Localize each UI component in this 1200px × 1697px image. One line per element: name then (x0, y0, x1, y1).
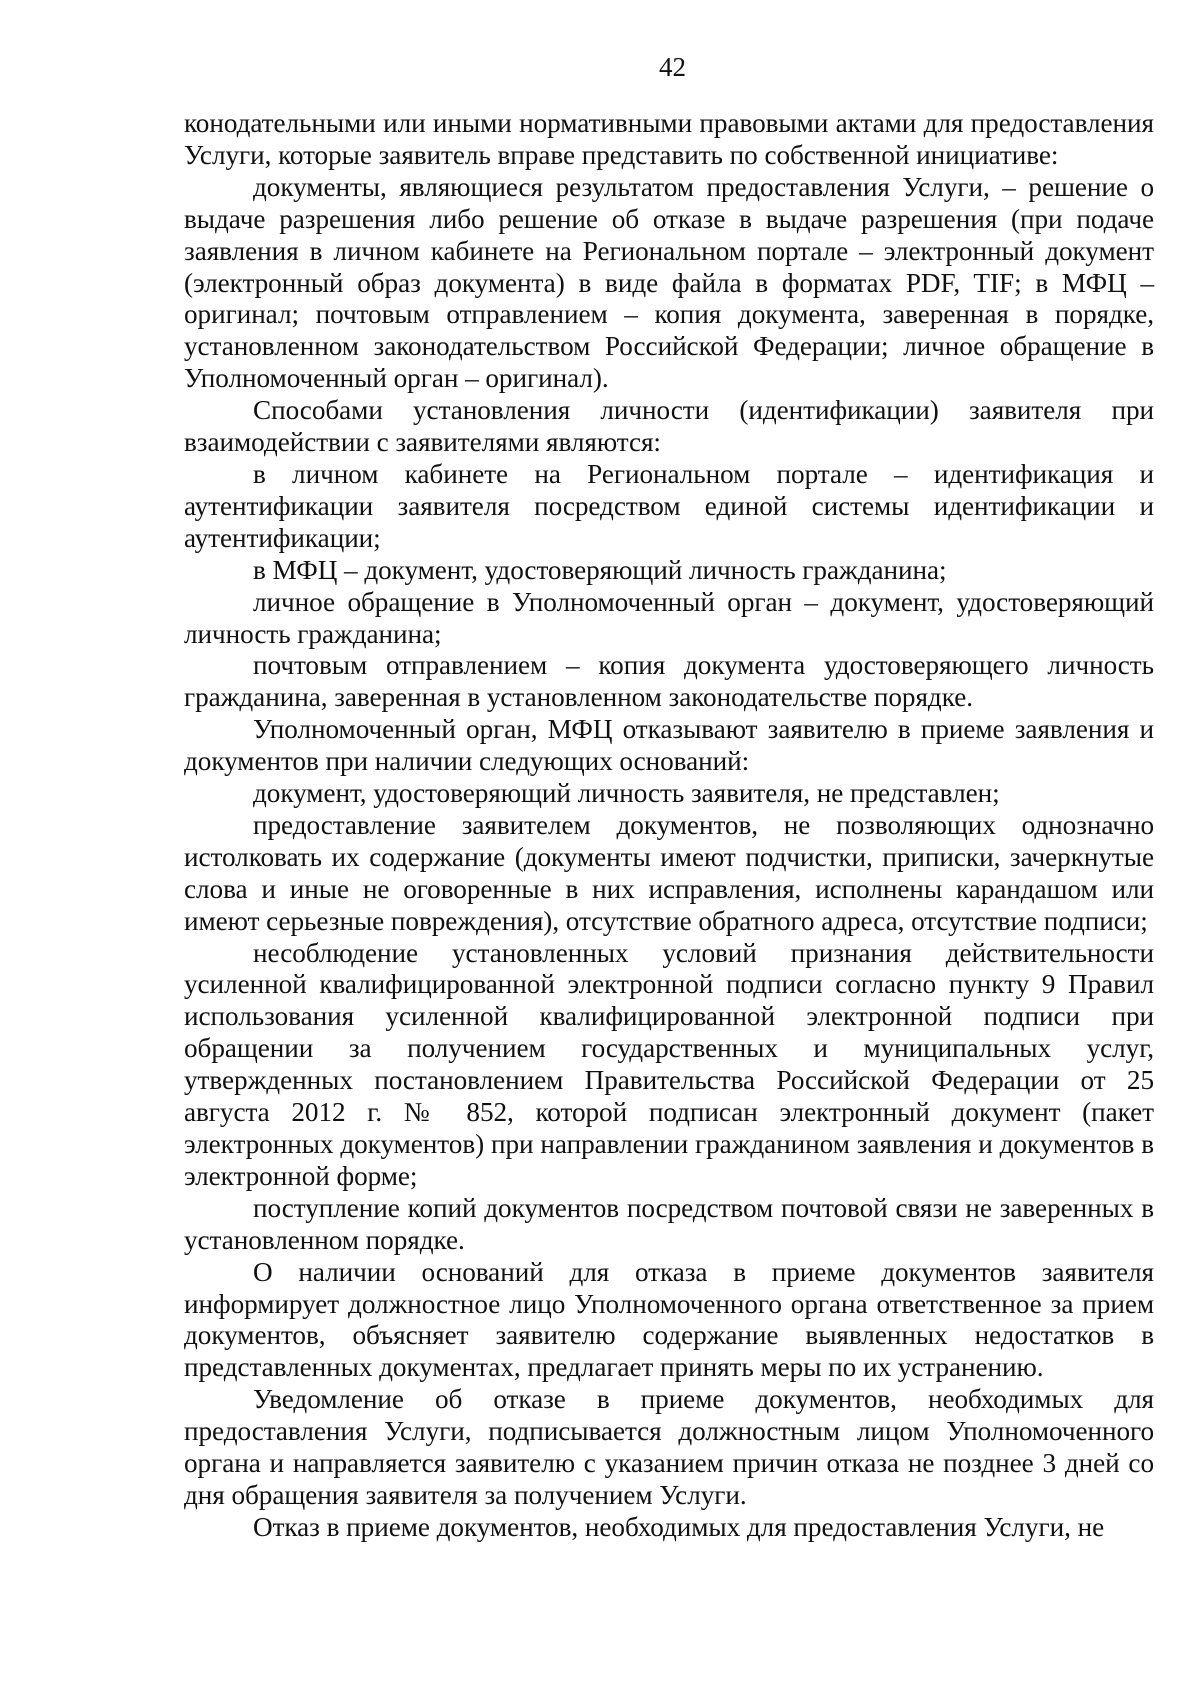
paragraph: почтовым отправлением – копия документа удостоверяющего личность гражданина, заверенная в установленном законодательстве порядке. (184, 650, 1154, 713)
paragraph: О наличии оснований для отказа в приеме документов заявителя информирует должностное лицо Уполномоченного органа ответственное за прием документов, объясняет заявителю содержание выявленных недостатков в представленных документах, предлагает принять меры по их устранению. (184, 1256, 1154, 1383)
paragraph: документы, являющиеся результатом предоставления Услуги, – решение о выдаче разрешения либо решение об отказе в выдаче разрешения (при подаче заявления в личном кабинете на Региональном портале – электронный документ (электронный образ документа) в виде файла в форматах PDF, TIF; в МФЦ – оригинал; почтовым отправлением – копия документа, заверенная в порядке, установленном законодательством Российской Федерации; личное обращение в Уполномоченный орган – оригинал). (184, 171, 1154, 394)
paragraph: Уведомление об отказе в приеме документов, необходимых для предоставления Услуги, подписывается должностным лицом Уполномоченного органа и направляется заявителю с указанием причин отказа не позднее 3 дней со дня обращения заявителя за получением Услуги. (184, 1384, 1154, 1510)
document-body (184, 108, 1154, 1544)
paragraph: документ, удостоверяющий личность заявителя, не представлен; (253, 778, 1000, 809)
paragraph: в личном кабинете на Региональном портале – идентификация и аутентификации заявителя посредством единой системы идентификации и аутентификации; (184, 458, 1154, 553)
paragraph: конодательными или иными нормативными правовыми актами для предоставления Услуги, которые заявитель вправе представить по собственной инициативе: (184, 108, 1154, 170)
paragraph: поступление копий документов посредством почтовой связи не заверенных в установленном порядке. (184, 1192, 1154, 1255)
paragraph: Уполномоченный орган, МФЦ отказывают заявителю в приеме заявления и документов при наличии следующих оснований: (184, 714, 1154, 777)
paragraph: в МФЦ – документ, удостоверяющий личность гражданина; (253, 554, 947, 585)
paragraph: предоставление заявителем документов, не позволяющих однозначно истолковать их содержание (документы имеют подчистки, приписки, зачеркнутые слова и иные не оговоренные в них исправления, исполнены карандашом или имеют серьезные повреждения), отсутствие обратного адреса, отсутствие подписи; (184, 809, 1154, 936)
paragraph: несоблюдение установленных условий признания действительности усиленной квалифицированной электронной подписи согласно пункту 9 Правил использования усиленной квалифицированной электронной подписи при обращении за получением государственных и муниципальных услуг, утвержденных постановлением Правительства Российской Федерации от 25 августа 2012 г. № 852, которой подписан электронный документ (пакет электронных документов) при направлении гражданином заявления и документов в электронной форме; (184, 937, 1154, 1191)
paragraph: Отказ в приеме документов, необходимых для предоставления Услуги, не (253, 1511, 1105, 1542)
page-number: 42 (659, 52, 686, 82)
paragraph: Способами установления личности (идентификации) заявителя при взаимодействии с заявителями являются: (184, 395, 1154, 458)
paragraph: личное обращение в Уполномоченный орган – документ, удостоверяющий личность гражданина; (184, 586, 1154, 649)
